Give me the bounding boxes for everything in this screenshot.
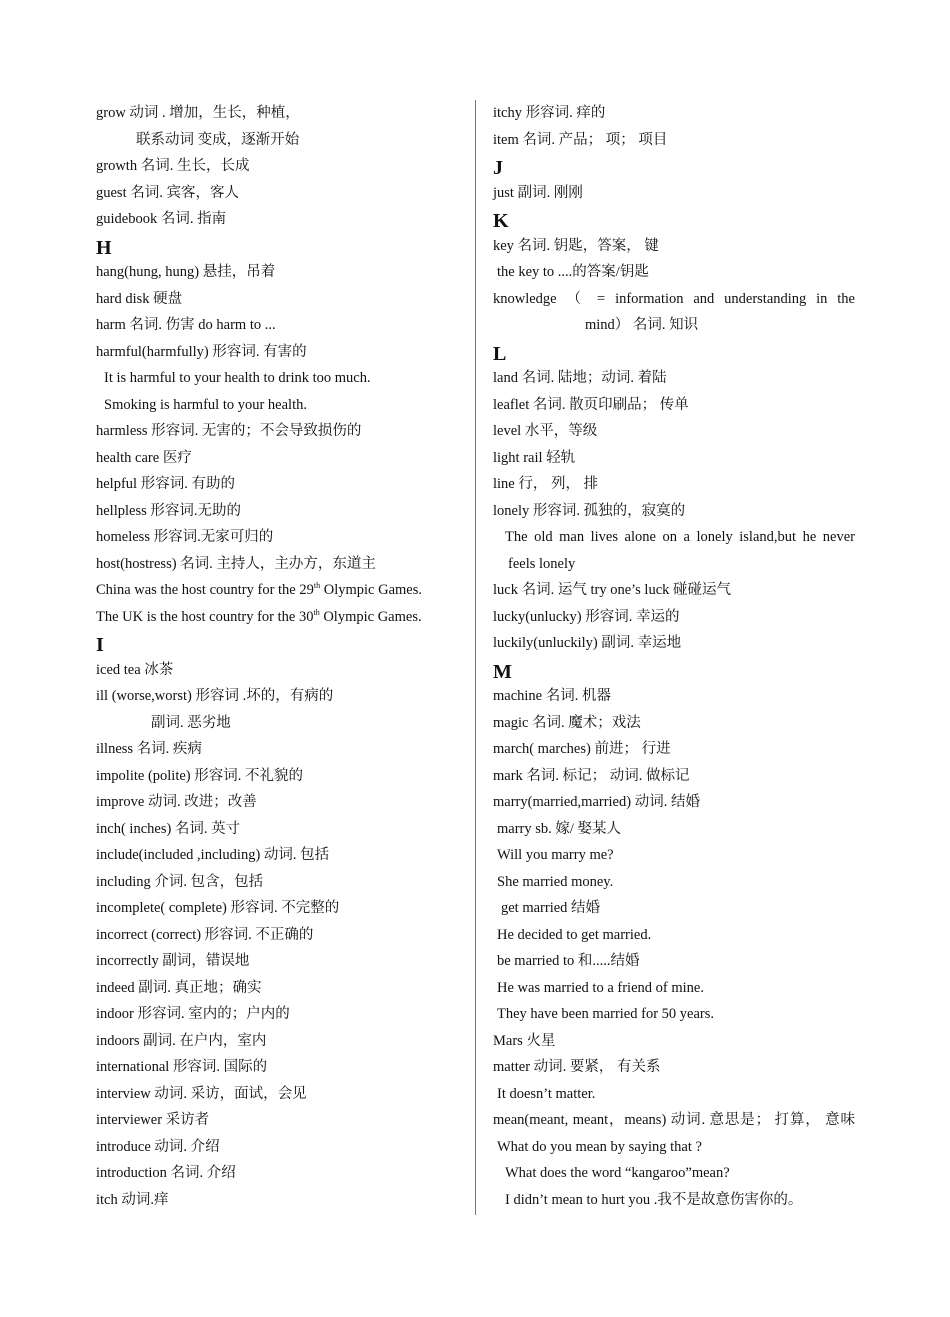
vocab-line: [493, 259, 855, 286]
vocab-line: [96, 286, 466, 313]
entry-text: He decided to get married.: [497, 926, 652, 943]
entry-text: be married to 和.....结婚: [497, 953, 640, 969]
vocab-line: [96, 789, 466, 816]
entry-text: The UK is the host country for the 30: [96, 608, 314, 625]
vocab-line: [493, 683, 855, 710]
vocab-line: [493, 842, 855, 869]
section-letter-heading: [493, 206, 855, 233]
vocab-line: [493, 100, 855, 127]
vocab-line: [96, 922, 466, 949]
entry-text: interview 动词. 采访，面试，会见: [96, 1085, 307, 1102]
entry-text: impolite (polite) 形容词. 不礼貌的: [96, 767, 304, 784]
entry-text: They have been married for 50 years.: [497, 1006, 714, 1022]
entry-text: luckily(unluckily) 副词. 幸运地: [493, 635, 682, 651]
entry-text: just 副词. 刚刚: [493, 184, 583, 201]
vocab-line: [493, 816, 855, 843]
heading-text: L: [493, 342, 507, 365]
entry-text: She married money.: [497, 873, 614, 890]
vocab-line: [96, 816, 466, 843]
entry-text: including 介词. 包含，包括: [96, 873, 264, 890]
entry-text: interviewer 采访者: [96, 1112, 210, 1128]
entry-text: level 水平，等级: [493, 423, 598, 439]
vocab-line: [493, 1028, 855, 1055]
vocab-line: [493, 524, 855, 551]
entry-text: itch 动词.痒: [96, 1191, 169, 1208]
vocab-line: [96, 842, 466, 869]
entry-text: magic 名词. 魔术；戏法: [493, 714, 641, 731]
entry-text: marry sb. 嫁/ 娶某人: [497, 820, 622, 837]
vocab-line: [96, 869, 466, 896]
entry-text: line 行， 列， 排: [493, 476, 599, 492]
entry-text: helpful 形容词. 有助的: [96, 476, 235, 492]
entry-text: introduce 动词. 介绍: [96, 1138, 220, 1155]
vocab-line: [96, 206, 466, 233]
entry-text: harm 名词. 伤害 do harm to ...: [96, 317, 276, 333]
vocab-line: [96, 1054, 466, 1081]
entry-text: harmless 形容词. 无害的；不会导致损伤的: [96, 423, 362, 439]
entry-text: It doesn’t matter.: [497, 1085, 596, 1102]
vocab-line: [493, 1054, 855, 1081]
vocab-line: [493, 498, 855, 525]
vocab-line: [493, 1081, 855, 1108]
vocab-line: [96, 604, 466, 631]
vocab-line: [96, 763, 466, 790]
entry-text: illness 名词. 疾病: [96, 741, 202, 757]
entry-text: growth 名词. 生长，长成: [96, 158, 250, 174]
vocab-line: [493, 604, 855, 631]
entry-text: 副词. 恶劣地: [151, 714, 231, 731]
vocab-line: [96, 100, 466, 127]
entry-text: iced tea 冰茶: [96, 661, 174, 678]
entry-text: mark 名词. 标记； 动词. 做标记: [493, 767, 690, 784]
heading-text: M: [493, 660, 512, 683]
vocab-line: [96, 153, 466, 180]
entry-text: indeed 副词. 真正地；确实: [96, 979, 262, 996]
entry-text: machine 名词. 机器: [493, 688, 611, 704]
vocab-line: [493, 1160, 855, 1187]
entry-text: host(hostress) 名词. 主持人，主办方，东道主: [96, 555, 376, 572]
entry-text: harmful(harmfully) 形容词. 有害的: [96, 343, 307, 360]
vocab-line: [96, 710, 466, 737]
vocab-line: [96, 895, 466, 922]
vocab-line: [96, 365, 466, 392]
entry-text: guest 名词. 宾客，客人: [96, 184, 239, 201]
vocab-line: [493, 922, 855, 949]
vocab-line: [493, 577, 855, 604]
entry-text: hard disk 硬盘: [96, 290, 183, 307]
vocab-line: [493, 869, 855, 896]
entry-text: incomplete( complete) 形容词. 不完整的: [96, 900, 340, 916]
vocab-line: [96, 683, 466, 710]
vocab-line: [96, 418, 466, 445]
entry-text: Will you marry me?: [497, 847, 614, 863]
entry-text: hang(hung, hung) 悬挂，吊着: [96, 264, 276, 280]
ordinal-suffix: th: [313, 581, 321, 591]
entry-text: lonely 形容词. 孤独的，寂寞的: [493, 502, 686, 519]
vocab-line: [96, 948, 466, 975]
vocab-line: [493, 392, 855, 419]
entry-text-tail: Olympic Games.: [320, 582, 422, 598]
entry-text: luck 名词. 运气 try one’s luck 碰碰运气: [493, 582, 732, 598]
entry-text: international 形容词. 国际的: [96, 1059, 268, 1075]
heading-text: I: [96, 634, 104, 656]
entry-text: include(included ,including) 动词. 包括: [96, 847, 330, 863]
vocab-line: [96, 498, 466, 525]
entry-text: guidebook 名词. 指南: [96, 211, 227, 227]
section-letter-heading: [493, 153, 855, 180]
entry-text: inch( inches) 名词. 英寸: [96, 820, 241, 837]
vocab-line: [493, 895, 855, 922]
vocab-line: [493, 736, 855, 763]
right-column: [493, 100, 855, 1213]
vocab-line: [493, 710, 855, 737]
entry-text: mind） 名词. 知识: [585, 317, 699, 333]
vocab-line: [96, 1028, 466, 1055]
entry-text: item 名词. 产品； 项； 项目: [493, 131, 668, 148]
entry-text: hellpless 形容词.无助的: [96, 502, 241, 519]
entry-text: It is harmful to your health to drink too much.: [104, 370, 371, 386]
vocab-line: [96, 657, 466, 684]
vocab-line: [96, 312, 466, 339]
vocab-line: [96, 551, 466, 578]
entry-text: ill (worse,worst) 形容词 .坏的，有病的: [96, 688, 334, 704]
entry-text: land 名词. 陆地；动词. 着陆: [493, 370, 667, 386]
vocab-line: [493, 551, 855, 578]
vocab-line: [493, 1134, 855, 1161]
entry-text: mean(meant, meant，means) 动词. 意思是； 打算， 意味: [493, 1112, 855, 1128]
entry-text: incorrect (correct) 形容词. 不正确的: [96, 926, 314, 943]
vocab-line: [96, 1001, 466, 1028]
left-column: [96, 100, 466, 1213]
vocab-line: [493, 312, 855, 339]
vocab-line: [96, 1107, 466, 1134]
vocab-line: [96, 471, 466, 498]
vocab-line: [493, 789, 855, 816]
entry-text: marry(married,married) 动词. 结婚: [493, 794, 700, 810]
heading-text: J: [493, 157, 503, 179]
entry-text: Mars 火星: [493, 1032, 556, 1049]
entry-text: get married 结婚: [501, 900, 601, 916]
section-letter-heading: [96, 630, 466, 657]
vocab-line: [96, 259, 466, 286]
vocab-line: [493, 975, 855, 1002]
heading-text: K: [493, 210, 509, 232]
vocab-line: [96, 1134, 466, 1161]
vocab-line: [493, 127, 855, 154]
vocab-line: [96, 1187, 466, 1214]
entry-text: China was the host country for the 29: [96, 582, 314, 598]
entry-text: He was married to a friend of mine.: [497, 979, 704, 996]
entry-text: light rail 轻轨: [493, 449, 576, 466]
entry-text: the key to ....的答案/钥匙: [497, 264, 649, 280]
entry-text: indoors 副词. 在户内，室内: [96, 1032, 267, 1049]
entry-text: lucky(unlucky) 形容词. 幸运的: [493, 608, 680, 625]
entry-text: What do you mean by saying that ?: [497, 1138, 702, 1155]
entry-text: matter 动词. 要紧， 有关系: [493, 1059, 661, 1075]
vocab-line: [96, 975, 466, 1002]
vocab-line: [493, 471, 855, 498]
entry-text: improve 动词. 改进；改善: [96, 794, 257, 810]
vocab-line: [96, 339, 466, 366]
entry-text: Smoking is harmful to your health.: [104, 396, 307, 413]
entry-text: grow 动词 . 增加，生长，种植，: [96, 105, 300, 121]
entry-text: The old man lives alone on a lonely island,but he never: [505, 529, 855, 545]
vocab-line: [493, 233, 855, 260]
vocab-line: [493, 418, 855, 445]
vocab-line: [493, 286, 855, 313]
section-letter-heading: [96, 233, 466, 260]
vocab-line: [96, 180, 466, 207]
entry-text: What does the word “kangaroo”mean?: [505, 1165, 730, 1181]
vocab-line: [493, 948, 855, 975]
heading-text: H: [96, 236, 112, 259]
entry-text: itchy 形容词. 痒的: [493, 105, 606, 121]
entry-text-tail: Olympic Games.: [319, 608, 422, 625]
entry-text: health care 医疗: [96, 449, 192, 466]
vocab-line: [96, 736, 466, 763]
vocab-line: [493, 365, 855, 392]
ordinal-suffix: th: [313, 607, 320, 617]
vocab-line: [96, 524, 466, 551]
section-letter-heading: [493, 657, 855, 684]
entry-text: leaflet 名词. 散页印刷品； 传单: [493, 396, 689, 413]
vocab-line: [493, 1107, 855, 1134]
vocab-line: [493, 1187, 855, 1214]
entry-text: knowledge （ = information and understanding in the: [493, 290, 855, 307]
vocab-line: [493, 180, 855, 207]
entry-text: introduction 名词. 介绍: [96, 1165, 236, 1181]
entry-text: feels lonely: [508, 555, 576, 572]
vocab-line: [96, 1160, 466, 1187]
vocab-line: [493, 763, 855, 790]
entry-text: I didn’t mean to hurt you .我不是故意伤害你的。: [505, 1191, 803, 1208]
vocab-line: [96, 392, 466, 419]
vocab-line: [96, 445, 466, 472]
vocab-line: [96, 127, 466, 154]
entry-text: march( marches) 前进； 行进: [493, 741, 671, 757]
section-letter-heading: [493, 339, 855, 366]
vocab-line: [493, 445, 855, 472]
column-divider: [475, 100, 476, 1215]
vocab-line: [96, 577, 466, 604]
vocab-line: [493, 630, 855, 657]
vocab-line: [96, 1081, 466, 1108]
entry-text: incorrectly 副词，错误地: [96, 953, 250, 969]
entry-text: key 名词. 钥匙，答案， 键: [493, 237, 659, 254]
entry-text: indoor 形容词. 室内的；户内的: [96, 1006, 290, 1022]
vocab-line: [493, 1001, 855, 1028]
entry-text: 联系动词 变成，逐渐开始: [136, 131, 300, 148]
entry-text: homeless 形容词.无家可归的: [96, 529, 274, 545]
